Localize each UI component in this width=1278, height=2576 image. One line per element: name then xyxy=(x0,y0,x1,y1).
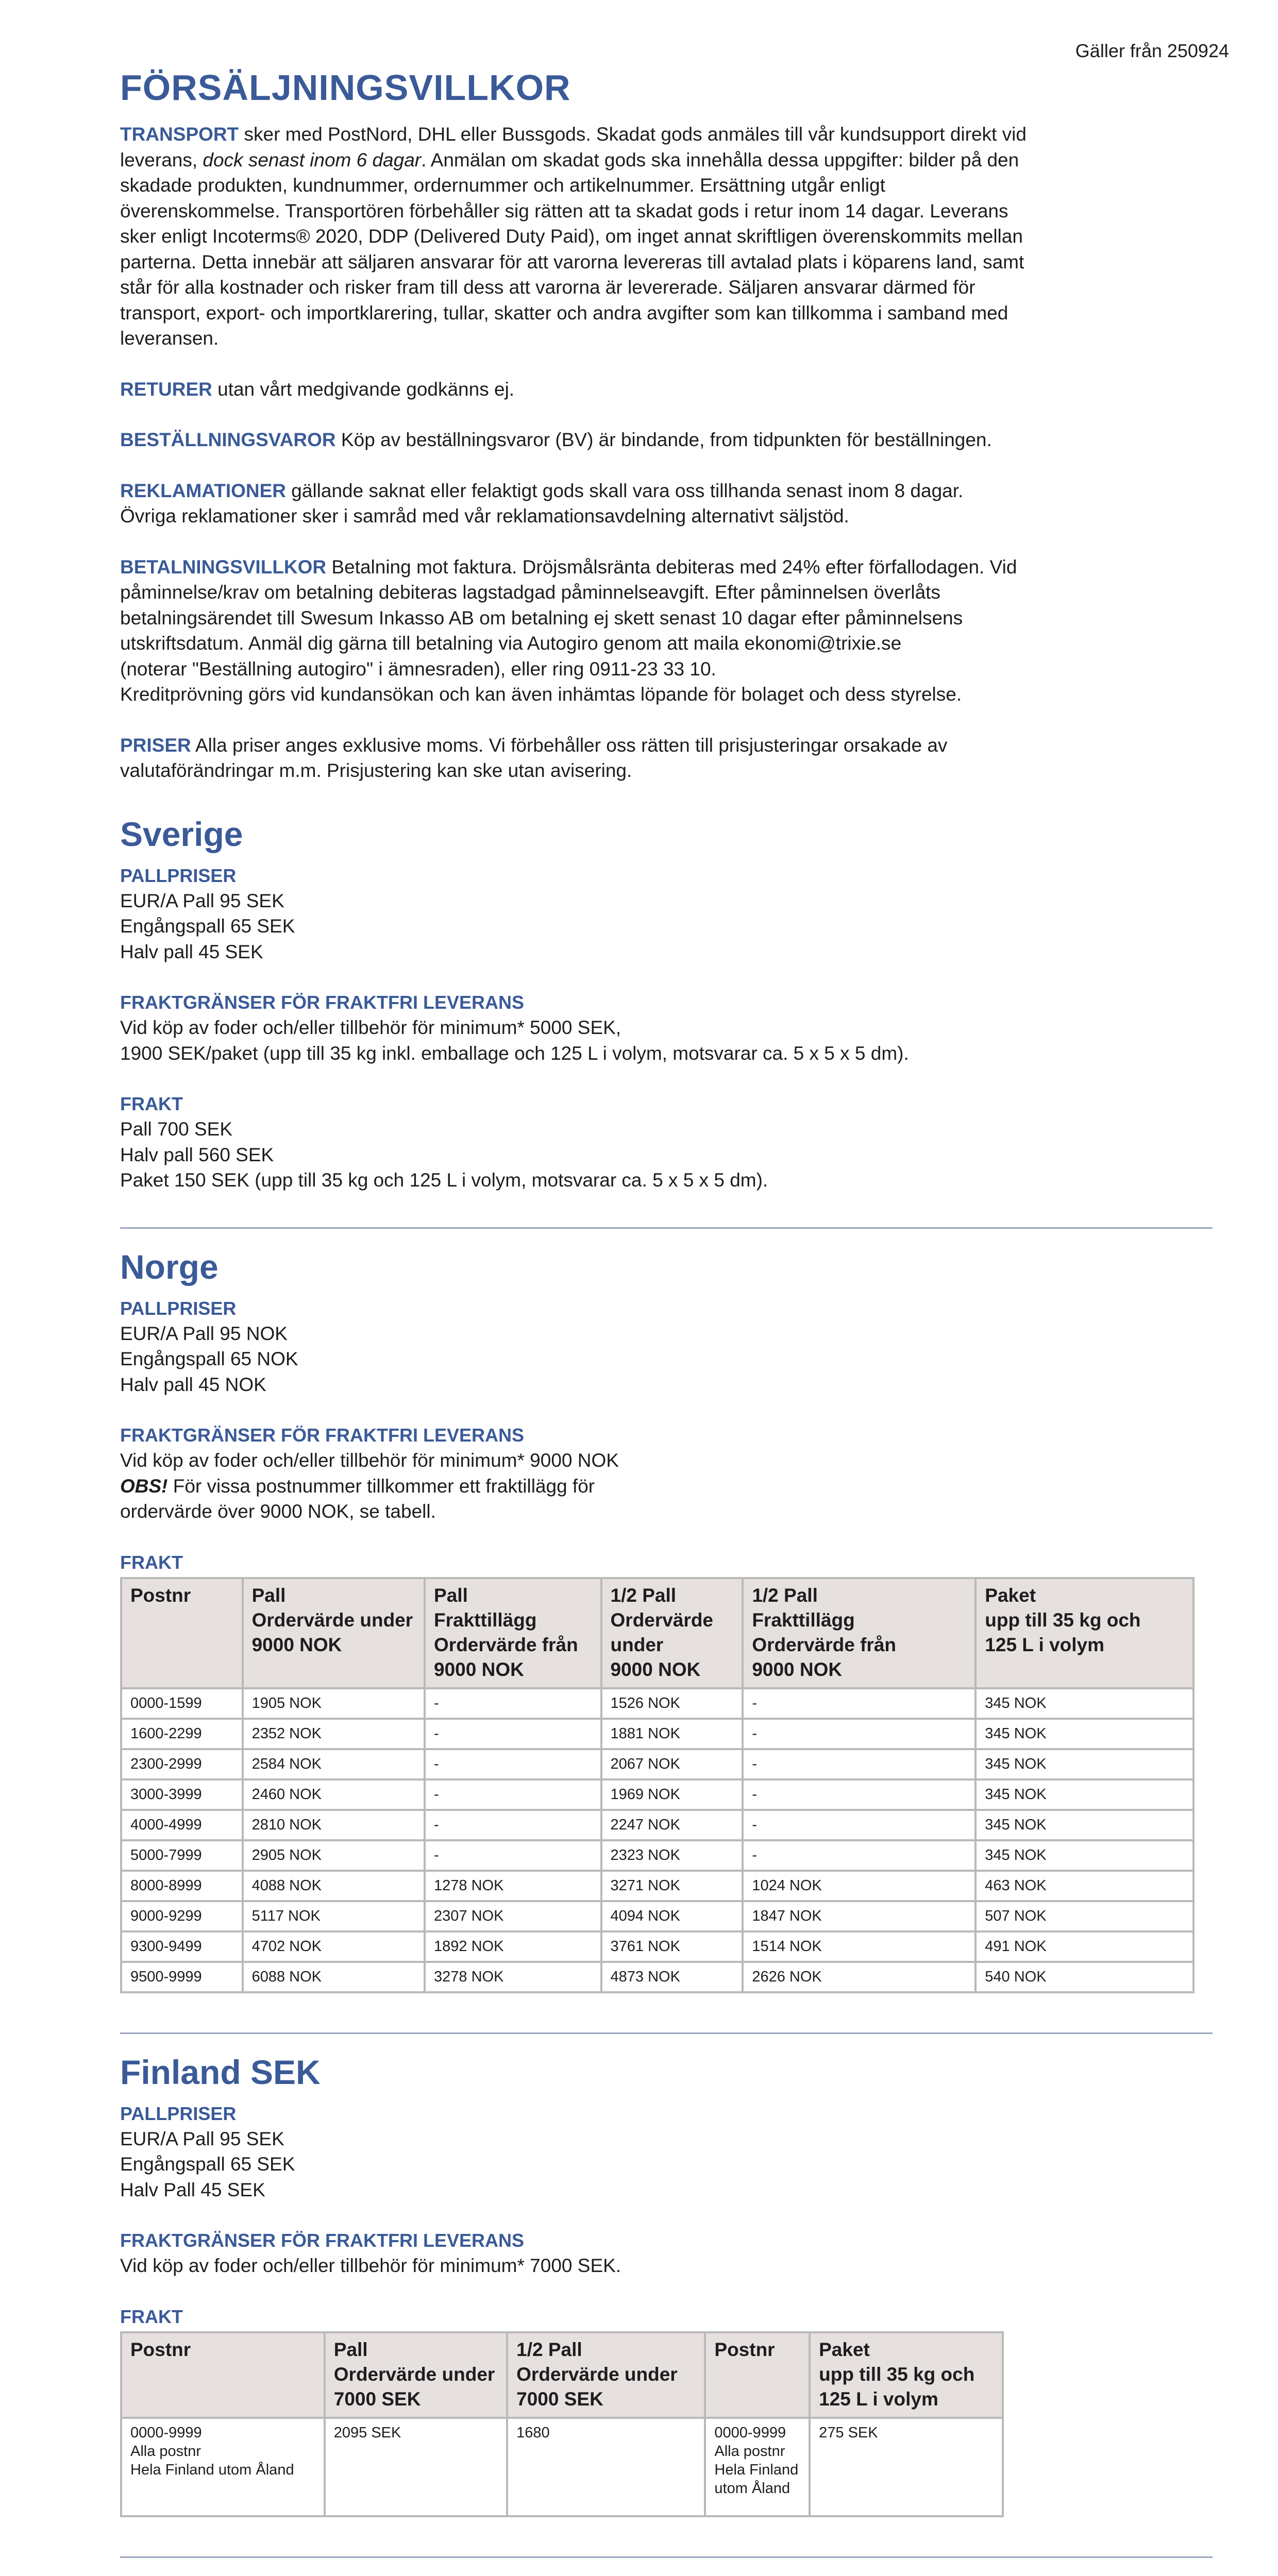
table-cell: 1892 NOK xyxy=(425,1931,601,1962)
table-cell: 345 NOK xyxy=(976,1810,1193,1840)
table-cell: 1526 NOK xyxy=(601,1688,743,1719)
transport-text-2: . Anmälan om skadat gods ska innehålla dessa uppgifter: bilder på den skadade produkten, kundnummer, ordernummer och artikelnummer. Ersättning utgår enligt överenskommelse. Transportören förbehåller sig rätten att ta skadat gods i retur inom 14 dagar. Leverans sker enligt Incoterms® 2020, DDP (Delivered Duty Paid), om inget annat skriftligen överenskommits mellan parterna. Detta innebär att säljaren ansvarar för att varorna levereras till avtalad plats i köparens land, samt står för alla kostnader och risker fram till dess att varorna är levererade. Säljaren ansvarar därmed för transport, export- och importklarering, tullar, skatter och andra avgifter som kan tillkomma i samband med leveransen. xyxy=(120,149,1024,349)
sverige-fraktfri xyxy=(120,990,1213,1066)
bestallning-text: Köp av beställningsvaror (BV) är bindande, from tidpunkten för beställningen. xyxy=(335,429,992,450)
returer-text: utan vårt medgivande godkänns ej. xyxy=(212,378,515,400)
terms-document xyxy=(120,67,1213,2570)
list-item: 1900 SEK/paket (upp till 35 kg inkl. emballage och 125 L i volym, motsvarar ca. 5 x 5 x 5 dm). xyxy=(120,1042,909,1064)
table-row xyxy=(121,1780,1193,1810)
table-cell: - xyxy=(743,1719,976,1749)
norge-pallpriser xyxy=(120,1296,1213,1398)
column-header: Paket upp till 35 kg och 125 L i volym xyxy=(976,1578,1193,1688)
country-heading-finland: Finland SEK xyxy=(120,2053,321,2091)
table-cell: - xyxy=(425,1749,601,1780)
table-cell: 2352 NOK xyxy=(243,1719,425,1749)
table-header-row xyxy=(121,2332,1003,2418)
reklamation-text-1: gällande saknat eller felaktigt gods skall vara oss tillhanda senast inom 8 dagar. xyxy=(286,480,964,501)
table-cell: 0000-1599 xyxy=(121,1688,243,1719)
transport-text-1: sker med PostNord, DHL eller Bussgods. Skadat gods anmäles till vår kundsupport direkt vid leverans, xyxy=(120,124,1027,171)
obs-label: OBS! xyxy=(120,1475,168,1497)
table-cell: 9000-9299 xyxy=(121,1901,243,1931)
returer-paragraph xyxy=(120,377,1032,402)
list-item: Halv pall 560 SEK xyxy=(120,1144,274,1165)
country-heading-sverige: Sverige xyxy=(120,815,243,853)
list-item: EUR/A Pall 95 NOK xyxy=(120,1323,288,1344)
table-row xyxy=(121,1688,1193,1719)
table-cell: 5000-7999 xyxy=(121,1840,243,1871)
table-cell: 2626 NOK xyxy=(743,1962,976,1992)
column-header: Postnr xyxy=(121,1578,243,1688)
table-cell: 8000-8999 xyxy=(121,1871,243,1901)
table-cell: 3000-3999 xyxy=(121,1780,243,1810)
table-cell: - xyxy=(743,1780,976,1810)
table-row xyxy=(121,1840,1193,1871)
table-cell: 345 NOK xyxy=(976,1780,1193,1810)
table-cell: 2905 NOK xyxy=(243,1840,425,1871)
bestallning-keyword: BESTÄLLNINGSVAROR xyxy=(120,429,336,450)
table-row xyxy=(121,1901,1193,1931)
table-cell: 2323 NOK xyxy=(601,1840,743,1871)
table-row xyxy=(121,2418,1003,2516)
sverige-section xyxy=(120,815,1213,1193)
table-cell: 0000-9999 Alla postnr Hela Finland utom Åland xyxy=(705,2418,810,2516)
finland-section xyxy=(120,2053,1213,2517)
bestallning-paragraph xyxy=(120,427,1032,453)
table-cell: 2460 NOK xyxy=(243,1780,425,1810)
table-row xyxy=(121,1931,1193,1962)
betalning-paragraph xyxy=(120,554,1032,707)
table-cell: 4094 NOK xyxy=(601,1901,743,1931)
table-cell: 1969 NOK xyxy=(601,1780,743,1810)
table-cell: - xyxy=(425,1688,601,1719)
table-cell: 1514 NOK xyxy=(743,1931,976,1962)
page-title: FÖRSÄLJNINGSVILLKOR xyxy=(120,67,571,108)
priser-paragraph xyxy=(120,733,1032,784)
table-cell: 2067 NOK xyxy=(601,1749,743,1780)
table-cell: - xyxy=(743,1688,976,1719)
norge-section xyxy=(120,1247,1213,1993)
table-cell: 1600-2299 xyxy=(121,1719,243,1749)
table-cell: 2300-2999 xyxy=(121,1749,243,1780)
table-cell: 345 NOK xyxy=(976,1719,1193,1749)
list-item: Engångspall 65 NOK xyxy=(120,1348,298,1369)
column-header: 1/2 Pall Ordervärde under 9000 NOK xyxy=(601,1578,743,1688)
table-cell: 2095 SEK xyxy=(325,2418,507,2516)
table-cell: - xyxy=(425,1719,601,1749)
finland-pallpriser xyxy=(120,2101,1213,2203)
table-cell: - xyxy=(425,1810,601,1840)
valid-from-date: Gäller från 250924 xyxy=(1075,40,1229,61)
table-row xyxy=(121,1719,1193,1749)
list-item: Paket 150 SEK (upp till 35 kg och 125 L i volym, motsvarar ca. 5 x 5 x 5 dm). xyxy=(120,1170,768,1191)
betalning-text-1: Betalning mot faktura. Dröjsmålsränta debiteras med 24% efter förfallodagen. Vid påminnelse/krav om betalning debiteras lagstadgad påminnelseavgift. Efter påminnelsen överlåts betalningsärendet till Swesum Inkasso AB om betalning ej skett senast 10 dagar efter påminnelsens utskriftsdatum. Anmäl dig gärna till betalning via Autogiro genom att maila ekonomi@trixie.se xyxy=(120,556,1017,654)
table-cell: 1881 NOK xyxy=(601,1719,743,1749)
table-cell: 5117 NOK xyxy=(243,1901,425,1931)
table-cell: - xyxy=(743,1810,976,1840)
list-item: EUR/A Pall 95 SEK xyxy=(120,890,284,911)
list-item: Engångspall 65 SEK xyxy=(120,2154,295,2175)
table-header-row xyxy=(121,1578,1193,1688)
fraktfri-heading: FRAKTGRÄNSER FÖR FRAKTFRI LEVERANS xyxy=(120,1425,524,1446)
table-row xyxy=(121,1810,1193,1840)
table-cell: 463 NOK xyxy=(976,1871,1193,1901)
table-cell: 1680 xyxy=(507,2418,705,2516)
priser-text: Alla priser anges exklusive moms. Vi förbehåller oss rätten till prisjusteringar orsakade av valutaförändringar m.m. Prisjustering kan ske utan avisering. xyxy=(120,734,948,781)
column-header: 1/2 Pall Ordervärde under 7000 SEK xyxy=(507,2332,705,2418)
list-item: Halv pall 45 NOK xyxy=(120,1374,266,1395)
list-item: Engångspall 65 SEK xyxy=(120,916,295,937)
table-cell: 1847 NOK xyxy=(743,1901,976,1931)
frakt-heading: FRAKT xyxy=(120,1093,183,1114)
fraktfri-heading: FRAKTGRÄNSER FÖR FRAKTFRI LEVERANS xyxy=(120,992,524,1013)
column-header: Pall Ordervärde under 9000 NOK xyxy=(243,1578,425,1688)
column-header: Postnr xyxy=(121,2332,325,2418)
finland-frakt-table xyxy=(120,2331,1004,2517)
table-cell: 9300-9499 xyxy=(121,1931,243,1962)
table-cell: 2584 NOK xyxy=(243,1749,425,1780)
table-cell: 2247 NOK xyxy=(601,1810,743,1840)
table-cell: 540 NOK xyxy=(976,1962,1193,1992)
table-cell: 9500-9999 xyxy=(121,1962,243,1992)
betalning-text-3: Kreditprövning görs vid kundansökan och kan även inhämtas löpande för bolaget och dess styrelse. xyxy=(120,684,962,705)
table-cell: 2307 NOK xyxy=(425,1901,601,1931)
reklamation-paragraph xyxy=(120,478,1032,529)
column-header: Paket upp till 35 kg och 125 L i volym xyxy=(810,2332,1003,2418)
table-cell: 1024 NOK xyxy=(743,1871,976,1901)
betalning-keyword: BETALNINGSVILLKOR xyxy=(120,556,327,578)
sverige-pallpriser xyxy=(120,863,1213,965)
table-row xyxy=(121,1962,1193,1992)
list-item: Vid köp av foder och/eller tillbehör för minimum* 9000 NOK xyxy=(120,1450,619,1471)
obs-text: För vissa postnummer tillkommer ett fraktillägg för xyxy=(167,1475,595,1497)
returer-keyword: RETURER xyxy=(120,378,212,400)
section-divider xyxy=(120,1227,1213,1229)
sverige-frakt xyxy=(120,1091,1213,1193)
table-row xyxy=(121,1749,1193,1780)
table-cell: 275 SEK xyxy=(810,2418,1003,2516)
norge-frakt-table xyxy=(120,1577,1195,1993)
table-cell: 4702 NOK xyxy=(243,1931,425,1962)
section-divider xyxy=(120,2556,1213,2558)
column-header: 1/2 Pall Frakttillägg Ordervärde från 9000 NOK xyxy=(743,1578,976,1688)
table-cell: - xyxy=(743,1749,976,1780)
list-item: Halv Pall 45 SEK xyxy=(120,2179,265,2200)
obs-line xyxy=(120,1473,1213,1499)
section-divider xyxy=(120,2032,1213,2034)
table-cell: - xyxy=(425,1840,601,1871)
table-cell: 345 NOK xyxy=(976,1749,1193,1780)
table-cell: 6088 NOK xyxy=(243,1962,425,1992)
list-item: ordervärde över 9000 NOK, se tabell. xyxy=(120,1501,436,1522)
table-cell: 3761 NOK xyxy=(601,1931,743,1962)
table-cell: 3271 NOK xyxy=(601,1871,743,1901)
table-cell: 0000-9999 Alla postnr Hela Finland utom Åland xyxy=(121,2418,325,2516)
fraktfri-heading: FRAKTGRÄNSER FÖR FRAKTFRI LEVERANS xyxy=(120,2230,524,2251)
table-cell: 507 NOK xyxy=(976,1901,1193,1931)
column-header: Postnr xyxy=(705,2332,810,2418)
table-cell: 3278 NOK xyxy=(425,1962,601,1992)
transport-keyword: TRANSPORT xyxy=(120,124,239,145)
list-item: Halv pall 45 SEK xyxy=(120,941,263,962)
pallpriser-heading: PALLPRISER xyxy=(120,865,237,886)
betalning-text-2: (noterar "Beställning autogiro" i ämnesraden), eller ring 0911-23 33 10. xyxy=(120,658,716,680)
list-item: Pall 700 SEK xyxy=(120,1118,233,1140)
table-cell: 1905 NOK xyxy=(243,1688,425,1719)
reklamation-text-2: Övriga reklamationer sker i samråd med vår reklamationsavdelning alternativt säljstöd. xyxy=(120,505,849,527)
table-cell: 345 NOK xyxy=(976,1688,1193,1719)
table-cell: 1278 NOK xyxy=(425,1871,601,1901)
pallpriser-heading: PALLPRISER xyxy=(120,1297,237,1319)
table-cell: - xyxy=(425,1780,601,1810)
pallpriser-heading: PALLPRISER xyxy=(120,2103,237,2124)
list-item: Vid köp av foder och/eller tillbehör för minimum* 5000 SEK, xyxy=(120,1017,621,1038)
finland-fraktfri xyxy=(120,2228,1213,2279)
table-cell: 4873 NOK xyxy=(601,1962,743,1992)
frakt-heading: FRAKT xyxy=(120,1551,183,1573)
table-cell: 491 NOK xyxy=(976,1931,1193,1962)
table-cell: 4088 NOK xyxy=(243,1871,425,1901)
frakt-heading: FRAKT xyxy=(120,2306,183,2327)
reklamation-keyword: REKLAMATIONER xyxy=(120,480,287,501)
transport-emphasis: dock senast inom 6 dagar xyxy=(203,149,422,171)
table-cell: 345 NOK xyxy=(976,1840,1193,1871)
column-header: Pall Frakttillägg Ordervärde från 9000 NOK xyxy=(425,1578,601,1688)
table-row xyxy=(121,1871,1193,1901)
priser-keyword: PRISER xyxy=(120,734,191,756)
list-item: Vid köp av foder och/eller tillbehör för minimum* 7000 SEK. xyxy=(120,2255,621,2276)
table-cell: 4000-4999 xyxy=(121,1810,243,1840)
table-cell: 2810 NOK xyxy=(243,1810,425,1840)
list-item: EUR/A Pall 95 SEK xyxy=(120,2128,284,2149)
column-header: Pall Ordervärde under 7000 SEK xyxy=(325,2332,507,2418)
norge-fraktfri xyxy=(120,1422,1213,1524)
table-cell: - xyxy=(743,1840,976,1871)
transport-paragraph xyxy=(120,122,1032,351)
country-heading-norge: Norge xyxy=(120,1247,218,1286)
